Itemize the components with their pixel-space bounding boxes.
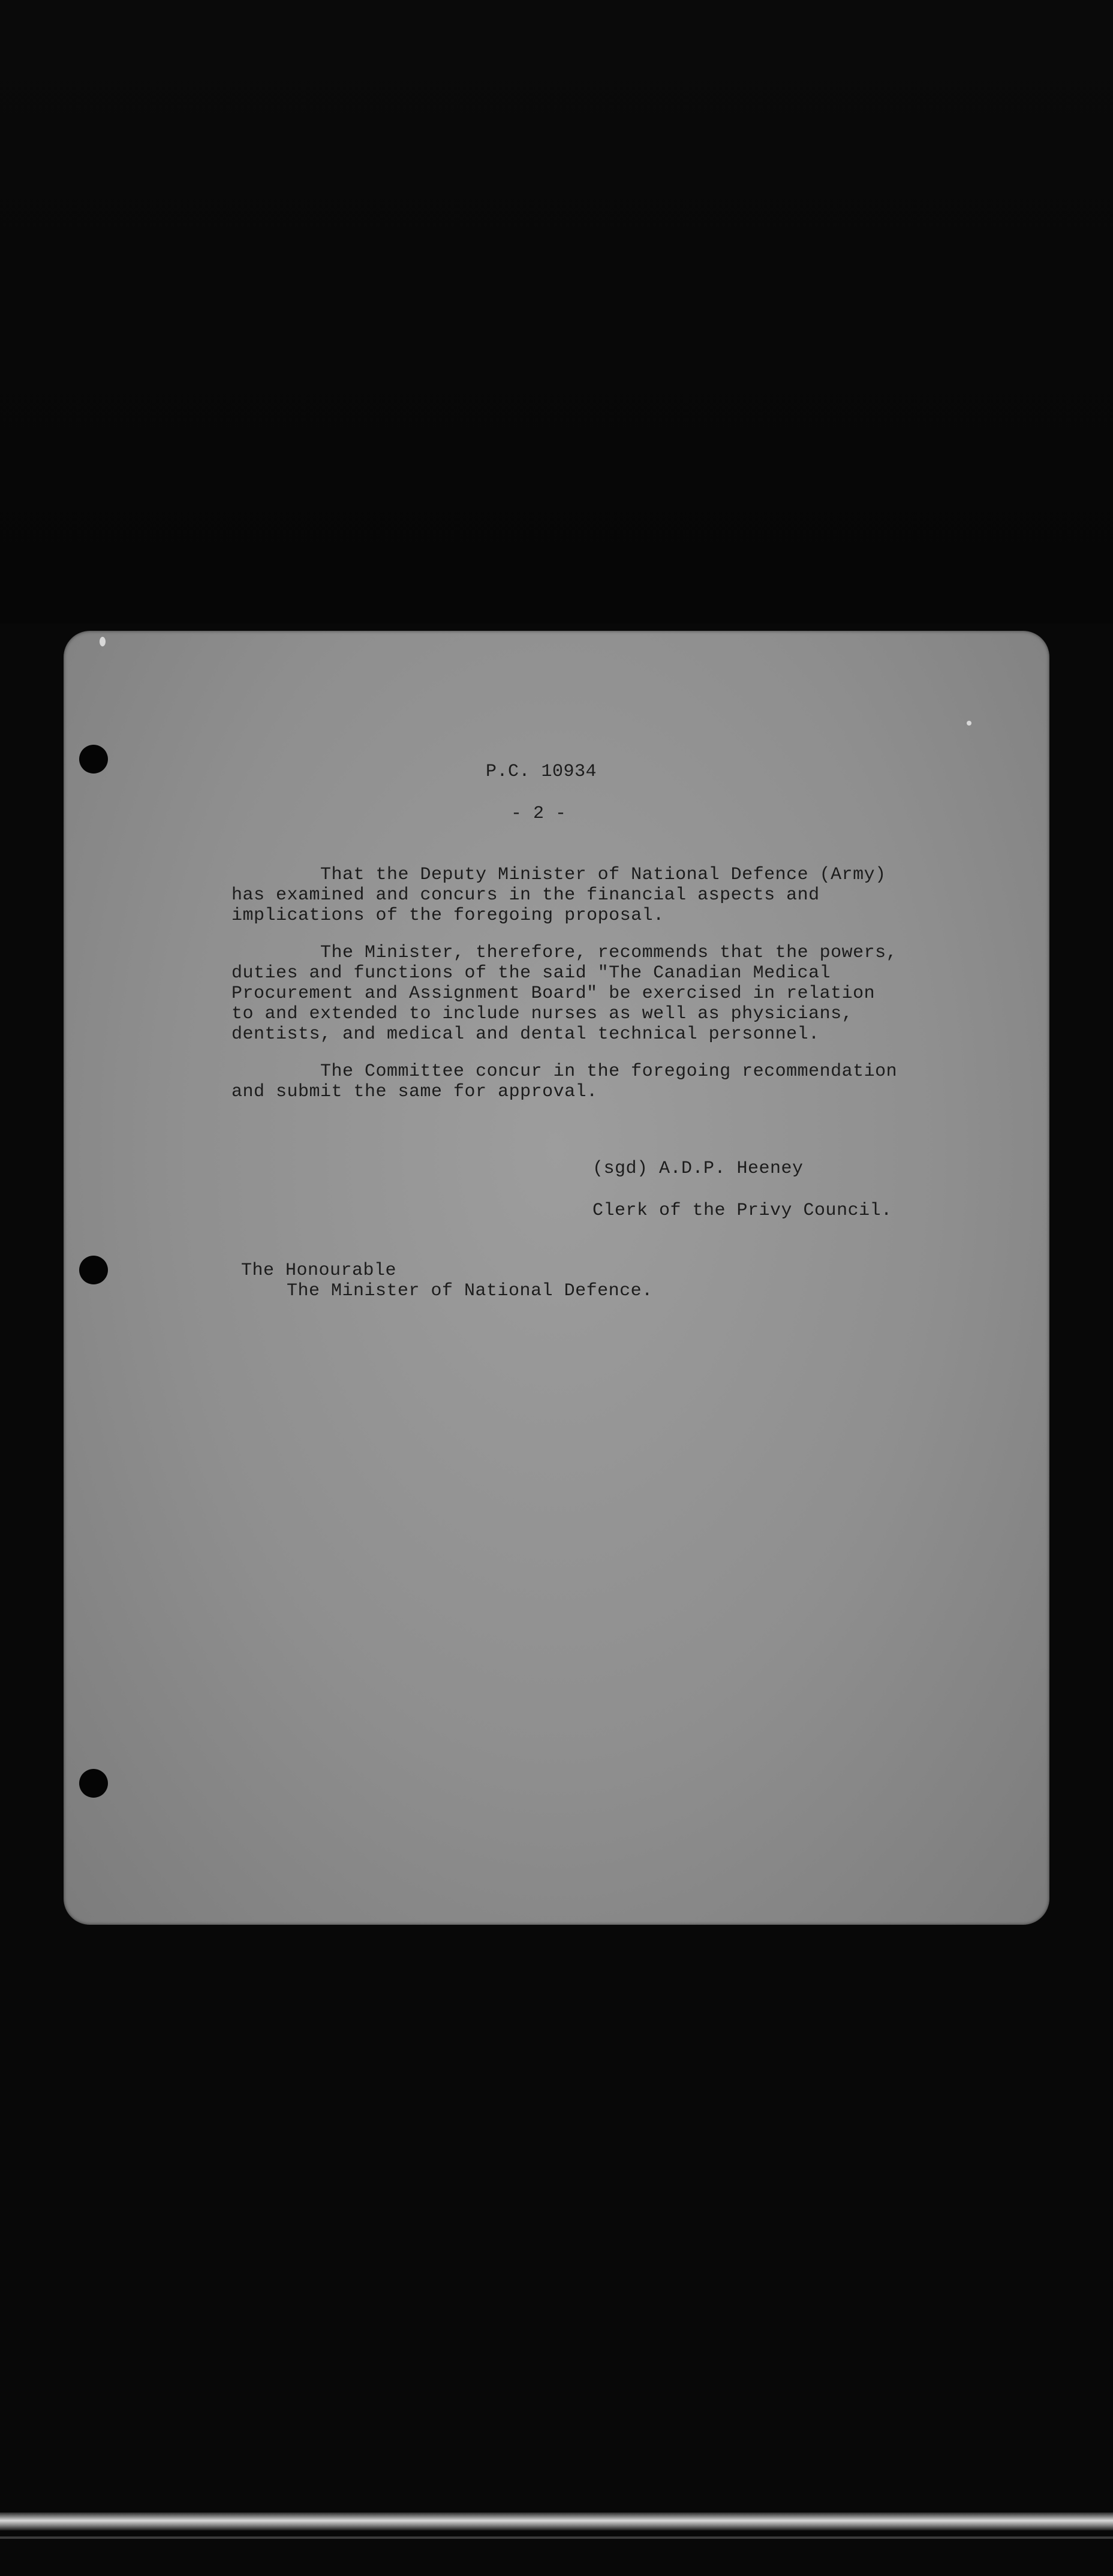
dust-speck: [967, 721, 971, 726]
dust-speck: [100, 637, 106, 646]
punch-hole-top: [79, 745, 108, 774]
paragraph-deputy-minister: That the Deputy Minister of National Defence (Army) has examined and concurs in the financial aspects and implications of the foregoing proposal.: [231, 865, 886, 926]
film-edge-strip: [0, 2512, 1113, 2530]
punch-hole-bottom: [79, 1769, 108, 1798]
addressee-line-2: The Minister of National Defence.: [287, 1281, 653, 1301]
signature-title: Clerk of the Privy Council.: [592, 1200, 892, 1221]
page-number: - 2 -: [511, 804, 567, 824]
film-edge-line: [0, 2536, 1113, 2539]
document-page: [64, 631, 1049, 1925]
film-background-top: [0, 0, 1113, 624]
paragraph-committee: The Committee concur in the foregoing recommendation and submit the same for approval.: [231, 1061, 898, 1102]
addressee-line-1: The Honourable: [241, 1260, 397, 1281]
order-reference: P.C. 10934: [486, 762, 597, 782]
punch-hole-middle: [79, 1256, 108, 1284]
paragraph-recommendation: The Minister, therefore, recommends that the powers, duties and functions of the said "The Canadian Medical Procurement and Assignment Board" be exercised in relation to and extended to include nurses as well as physicians, dentists, and medical and dental technical personnel.: [231, 943, 898, 1045]
signature-name: (sgd) A.D.P. Heeney: [592, 1158, 804, 1179]
